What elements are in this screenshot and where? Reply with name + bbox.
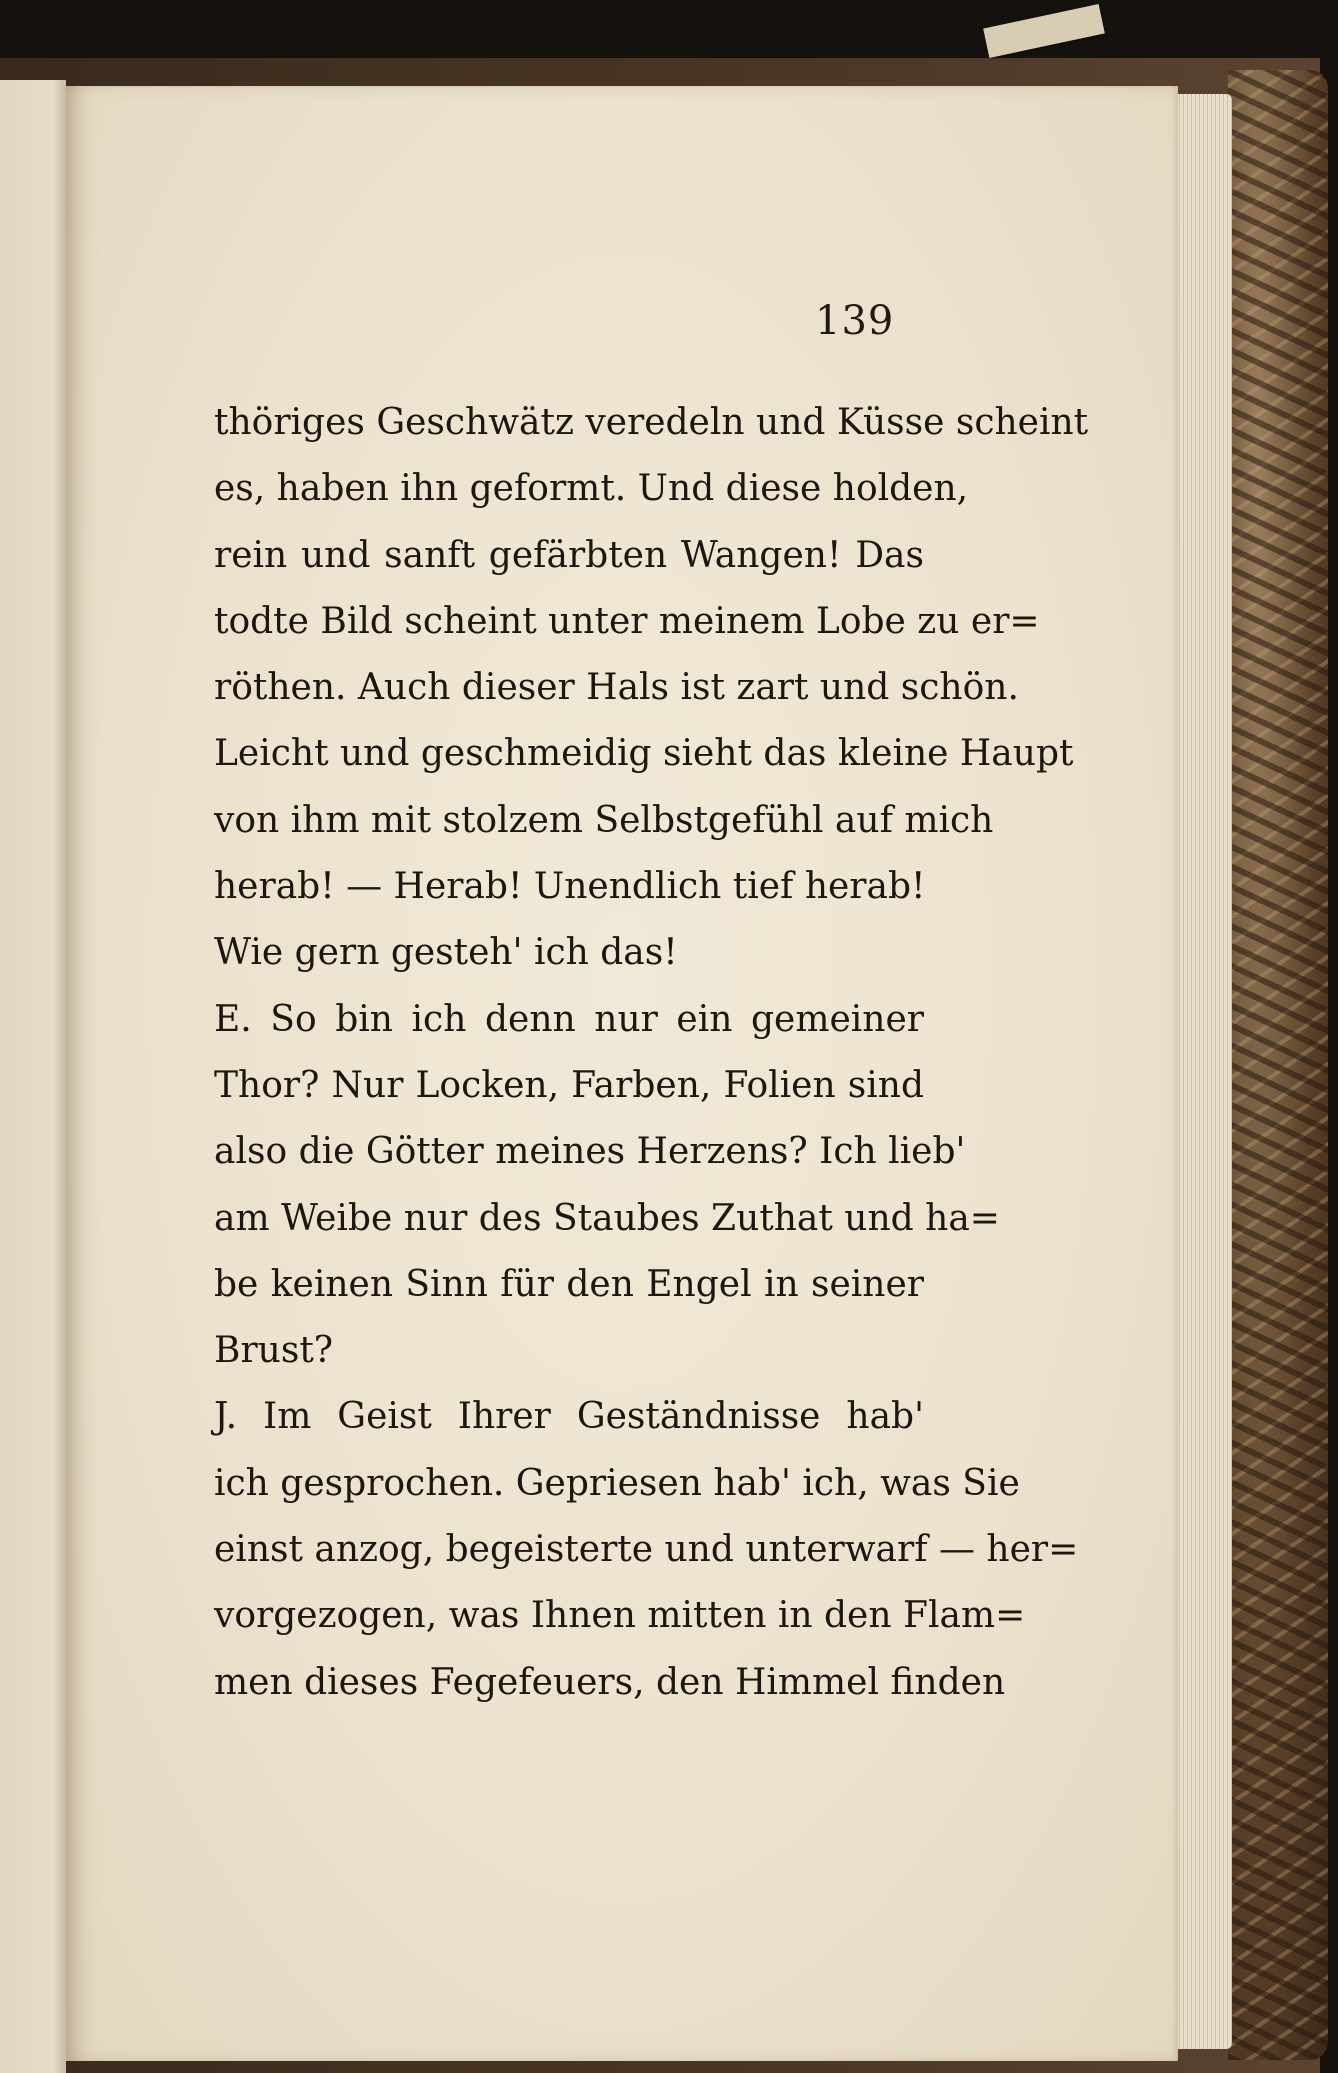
text-line: also die Götter meines Herzens? Ich lieb' [214,1131,966,1173]
left-page-edge [0,80,66,2073]
text-line: Thor? Nur Locken, Farben, Folien sind [214,1064,924,1106]
text-line: Wie gern gesteh' ich das! [214,932,678,974]
text-line: Leicht und geschmeidig sieht das kleine Haupt [214,733,1074,775]
text-line: rein und sanft gefärbten Wangen! Das [214,534,924,576]
text-line: be keinen Sinn für den Engel in seiner [214,1263,924,1305]
text-line: es, haben ihn geformt. Und diese holden, [214,468,969,510]
body-text [214,390,1089,1716]
text-line: herab! — Herab! Unendlich tief herab! [214,866,926,908]
text-line: einst anzog, begeisterte und unterwarf — her= [214,1529,1079,1571]
paper-strip [983,4,1105,58]
text-line: von ihm mit stolzem Selbstgefühl auf mich [214,799,994,841]
text-line: E. So bin ich denn nur ein gemeiner [214,998,924,1040]
text-line: röthen. Auch dieser Hals ist zart und schön. [214,667,1019,709]
text-line: Brust? [214,1330,334,1372]
text-line: J. Im Geist Ihrer Geständnisse hab' [214,1396,924,1438]
text-line: ich gesprochen. Gepriesen hab' ich, was Sie [214,1462,1020,1504]
marbled-cover-edge [1228,70,1328,2060]
text-line: am Weibe nur des Staubes Zuthat und ha= [214,1197,1000,1239]
page-number: 139 [815,298,895,344]
text-line: vorgezogen, was Ihnen mitten in den Flam= [214,1595,1026,1637]
text-line: todte Bild scheint unter meinem Lobe zu er= [214,600,1040,642]
text-line: men dieses Fegefeuers, den Himmel finden [214,1661,1006,1703]
page-stack-edges [1176,94,1232,2049]
text-line: thöriges Geschwätz veredeln und Küsse scheint [214,402,1089,443]
